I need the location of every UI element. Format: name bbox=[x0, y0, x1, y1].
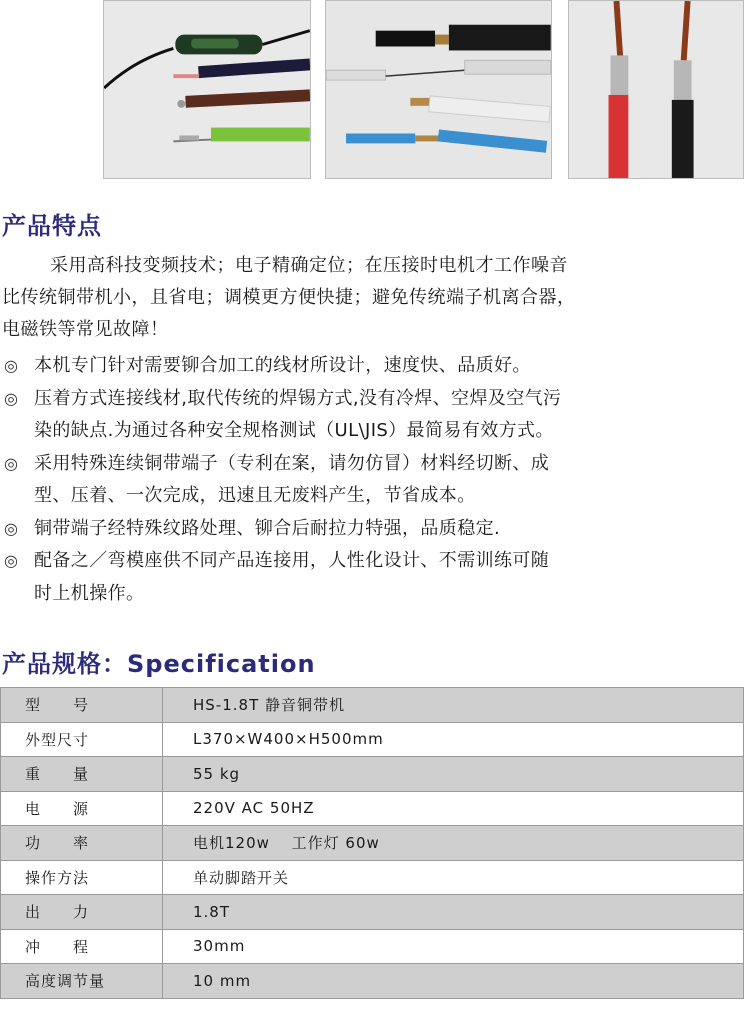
spec-value: 10 mm bbox=[163, 964, 744, 999]
wire-samples-image bbox=[326, 1, 551, 178]
table-row bbox=[1, 757, 744, 792]
bullet-circle-icon: ◎ bbox=[4, 453, 19, 473]
spec-value: 30mm bbox=[163, 929, 744, 964]
intro-line: 电磁铁等常见故障！ bbox=[2, 319, 169, 340]
spec-label: 功 率 bbox=[1, 826, 163, 861]
feature-item bbox=[2, 448, 744, 513]
spec-value: 55 kg bbox=[163, 757, 744, 792]
table-row bbox=[1, 791, 744, 826]
spec-value: 220V AC 50HZ bbox=[163, 791, 744, 826]
spec-label: 电 源 bbox=[1, 791, 163, 826]
features-title: 产品特点 bbox=[2, 212, 102, 240]
table-row bbox=[1, 688, 744, 723]
spec-table bbox=[0, 687, 744, 999]
spec-title: 产品规格：Specification bbox=[2, 650, 316, 678]
feature-line: 时上机操作。 bbox=[34, 582, 145, 604]
table-row bbox=[1, 895, 744, 930]
wire-samples-image bbox=[104, 1, 310, 178]
spec-value: 1.8T bbox=[163, 895, 744, 930]
feature-item bbox=[2, 383, 744, 448]
table-row bbox=[1, 964, 744, 999]
bullet-circle-icon: ◎ bbox=[4, 551, 19, 570]
spec-value: HS-1.8T 静音铜带机 bbox=[163, 688, 744, 723]
feature-line: 染的缺点.为通过各种安全规格测试（UL\JIS）最简易有效方式。 bbox=[34, 420, 554, 441]
bullet-circle-icon: ◎ bbox=[4, 518, 19, 538]
bullet-circle-icon: ◎ bbox=[4, 388, 19, 408]
spec-label: 重 量 bbox=[1, 757, 163, 792]
feature-line: 压着方式连接线材,取代传统的焊锡方式,没有冷焊、空焊及空气污 bbox=[34, 387, 562, 409]
product-photo-wires-2 bbox=[325, 0, 552, 179]
feature-line: 本机专门针对需要铆合加工的线材所设计，速度快、品质好。 bbox=[34, 355, 531, 376]
spec-label: 外型尺寸 bbox=[1, 722, 163, 757]
spec-value: L370×W400×H500mm bbox=[163, 722, 744, 757]
feature-line: 型、压着、一次完成，迅速且无废料产生，节省成本。 bbox=[34, 485, 476, 506]
feature-line: 配备之／弯模座供不同产品连接用，人性化设计、不需训练可随 bbox=[34, 550, 550, 571]
table-row bbox=[1, 722, 744, 757]
spec-value: 单动脚踏开关 bbox=[163, 860, 744, 895]
spec-label: 出 力 bbox=[1, 895, 163, 930]
product-photo-wires-3 bbox=[568, 0, 744, 179]
bullet-circle-icon: ◎ bbox=[4, 356, 19, 375]
spec-label: 高度调节量 bbox=[1, 964, 163, 999]
feature-item bbox=[2, 545, 744, 610]
table-row bbox=[1, 826, 744, 861]
table-row bbox=[1, 929, 744, 964]
feature-item bbox=[2, 513, 744, 546]
features-list bbox=[2, 350, 744, 610]
intro-line: 采用高科技变频技术；电子精确定位；在压接时电机才工作噪音 bbox=[50, 255, 568, 276]
feature-line: 采用特殊连续铜带端子（专利在案，请勿仿冒）材料经切断、成 bbox=[34, 452, 550, 474]
spec-label: 冲 程 bbox=[1, 929, 163, 964]
features-intro bbox=[2, 250, 742, 346]
spec-label: 操作方法 bbox=[1, 860, 163, 895]
product-photo-wires-1 bbox=[103, 0, 311, 179]
table-row bbox=[1, 860, 744, 895]
spec-label: 型 号 bbox=[1, 688, 163, 723]
feature-item bbox=[2, 350, 744, 383]
feature-line: 铜带端子经特殊纹路处理、铆合后耐拉力特强，品质稳定. bbox=[34, 517, 501, 539]
spec-value: 电机120w 工作灯 60w bbox=[163, 826, 744, 861]
intro-line: 比传统铜带机小，且省电；调模更方便快捷；避免传统端子机离合器， bbox=[2, 287, 576, 308]
wire-samples-image bbox=[569, 1, 743, 178]
